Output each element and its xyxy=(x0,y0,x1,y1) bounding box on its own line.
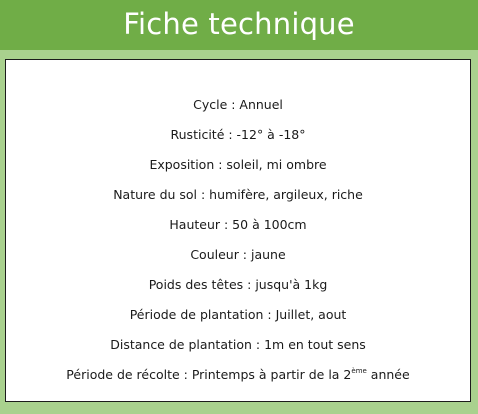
spec-poids: Poids des têtes : jusqu'à 1kg xyxy=(148,277,328,292)
spec-periode-recolte-suffix: année xyxy=(366,367,410,382)
spec-periode-recolte-superscript: ème xyxy=(351,367,367,375)
spec-periode-recolte xyxy=(6,364,470,394)
spec-periode-plantation: Période de plantation : Juillet, aout xyxy=(129,307,347,322)
spec-card xyxy=(5,59,471,402)
header-banner xyxy=(0,0,478,50)
spec-cycle: Cycle : Annuel xyxy=(193,97,283,112)
spec-couleur: Couleur : jaune xyxy=(190,247,286,262)
spec-nature-sol: Nature du sol : humifère, argileux, riche xyxy=(113,187,363,202)
page-title: Fiche technique xyxy=(123,6,355,41)
spec-hauteur: Hauteur : 50 à 100cm xyxy=(169,217,307,232)
spec-distance-plantation: Distance de plantation : 1m en tout sens xyxy=(110,337,366,352)
spec-rusticite: Rusticité : -12° à -18° xyxy=(170,127,306,142)
spec-periode-recolte-text: Période de récolte : Printemps à partir de la 2 xyxy=(66,367,352,382)
spec-list xyxy=(6,94,470,394)
spec-exposition: Exposition : soleil, mi ombre xyxy=(149,157,327,172)
